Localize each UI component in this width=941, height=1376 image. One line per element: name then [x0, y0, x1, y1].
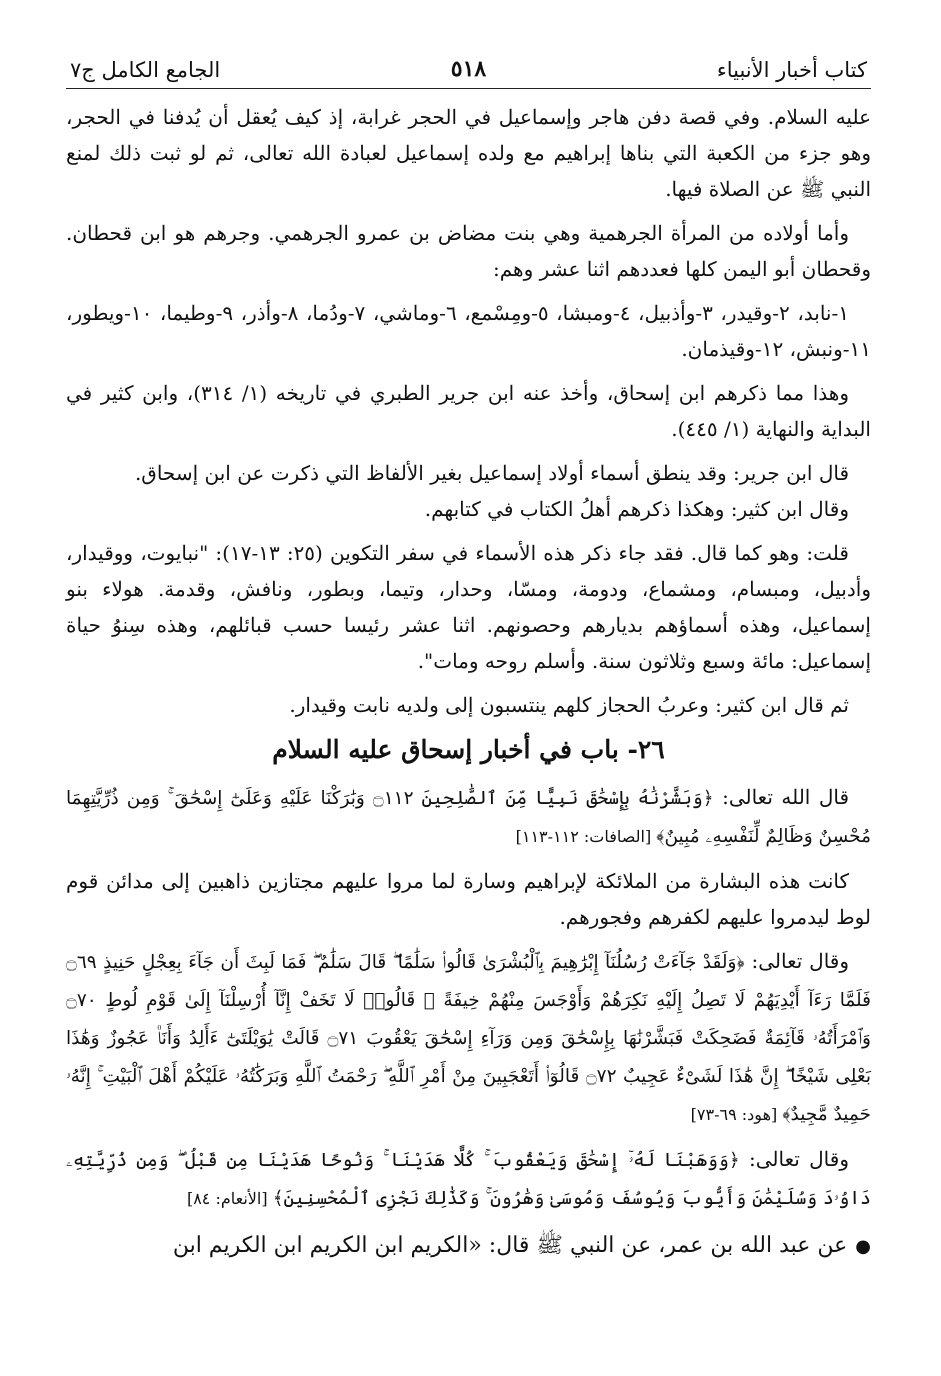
bullet-icon: ●	[855, 1236, 871, 1257]
page-number: ٥١٨	[450, 56, 487, 82]
quran-text: ﴿وَلَقَدْ جَآءَتْ رُسُلُنَآ إِبْرَٰهِيمَ بِٱلْبُشْرَىٰ قَالُوا۟ سَلَٰمًا ۖ قَالَ سَلَٰمٌ ۖ فَمَا لَبِثَ أَن جَآءَ بِعِجْلٍ حَنِيذٍ ۝٦٩ فَلَمَّا رَءَآ أَيْدِيَهُمْ لَا تَصِلُ إِلَيْهِ نَكِرَهُمْ وَأَوْجَسَ مِنْهُمْ خِيفَةً ۚ قَالُوا۟ لَا تَخَفْ إِنَّآ أُرْسِلْنَآ إِلَىٰ قَوْمِ لُوطٍ ۝٧٠ وَٱمْرَأَتُهُۥ قَآئِمَةٌ فَضَحِكَتْ فَبَشَّرْنَٰهَا بِإِسْحَٰقَ وَمِن وَرَآءِ إِسْحَٰقَ يَعْقُوبَ ۝٧١ قَالَتْ يَٰوَيْلَتَىٰٓ ءَأَلِدُ وَأَنَا۠ عَجُوزٌ وَهَٰذَا بَعْلِى شَيْخًا ۖ إِنَّ هَٰذَا لَشَىْءٌ عَجِيبٌ ۝٧٢ قَالُوٓا۟ أَتَعْجَبِينَ مِنْ أَمْرِ ٱللَّهِ ۖ رَحْمَتُ ٱللَّهِ وَبَرَكَٰتُهُۥ عَلَيْكُمْ أَهْلَ ٱلْبَيْتِ ۚ إِنَّهُۥ حَمِيدٌ مَّجِيدٌ﴾	[66, 952, 871, 1125]
verse-reference: [الصافات: ١١٢-١١٣]	[515, 827, 657, 846]
paragraph-8: ثم قال ابن كثير: وعربُ الحجاز كلهم ينتسبون إلى ولديه نابت وقيدار.	[289, 693, 849, 717]
verse-block-1	[66, 779, 871, 855]
section-heading: ٢٦- باب في أخبار إسحاق عليه السلام	[272, 735, 665, 764]
volume-title: الجامع الكامل ج٧	[70, 58, 221, 82]
verse-reference: [هود: ٦٩-٧٣]	[690, 1105, 783, 1124]
page-content	[66, 89, 871, 1266]
verse-intro: قال الله تعالى:	[713, 785, 850, 809]
page-header	[66, 56, 871, 89]
paragraph-1: عليه السلام. وفي قصة دفن هاجر وإسماعيل في الحجر غرابة، إذ كيف يُعقل أن يُدفنا في الحجر، وهو جزء من الكعبة التي بناها إبراهيم مع ولده إسماعيل لعبادة الله تعالى، ثم لو ثبت ذلك لمنع النبي ﷺ عن الصلاة فيها.	[66, 105, 871, 201]
verse-intro: وقال تعالى:	[744, 949, 850, 973]
hadith-line	[66, 1227, 871, 1266]
paragraph-7: قلت: وهو كما قال. فقد جاء ذكر هذه الأسماء في سفر التكوين (٢٥: ١٣-١٧): "نبايوت، ووقيدار، وأدبيل، ومبسام، ومشماع، ودومة، ومسّا، وحدار، وتيما، وبطور، ونافش، وقدمة. هولاء بنو إسماعيل، وهذه أسماؤهم بديارهم وحصونهم. اثنا عشر رئيسا حسب قبائلهم، وهذه سِنوُ حياة إسماعيل: مائة وسبع وثلاثون سنة. وأسلم روحه ومات".	[66, 541, 871, 673]
paragraph-names-list: ١-نابد، ٢-وقيدر، ٣-وأذبيل، ٤-ومبشا، ٥-ومِسْمع، ٦-وماشي، ٧-ودُما، ٨-وأذر، ٩-وطيما، ١٠-ويطور، ١١-ونبش، ١٢-وقيذمان.	[66, 301, 871, 361]
hadith-text: عن عبد الله بن عمر، عن النبي ﷺ قال: «الكريم ابن الكريم ابن الكريم ابن	[172, 1233, 848, 1258]
verse-block-3	[66, 1141, 871, 1217]
quran-text: ﴿وَوَهَبْنَا لَهُۥٓ إِسْحَٰقَ وَيَعْقُوبَ ۚ كُلًّا هَدَيْنَا ۚ وَنُوحًا هَدَيْنَا مِن قَبْلُ ۖ وَمِن ذُرِّيَّتِهِۦ دَاوُۥدَ وَسُلَيْمَٰنَ وَأَيُّوبَ وَيُوسُفَ وَمُوسَىٰ وَهَٰرُونَ ۚ وَكَذَٰلِكَ نَجْزِى ٱلْمُحْسِنِينَ﴾	[66, 1150, 871, 1209]
paragraph-5: قال ابن جرير: وقد ينطق أسماء أولاد إسماعيل بغير الألفاظ التي ذكرت عن ابن إسحاق.	[134, 461, 849, 485]
paragraph-2: وأما أولاده من المرأة الجرهمية وهي بنت مضاض بن عمرو الجرهمي. وجرهم هو ابن قحطان. وقحطان أبو اليمن كلها فعددهم اثنا عشر وهم:	[66, 221, 871, 281]
verse-intro: وقال تعالى:	[739, 1147, 849, 1171]
quran-text: ﴿وَبَشَّرْنَٰهُ بِإِسْحَٰقَ نَبِيًّا مِّنَ ٱلصَّٰلِحِينَ ۝١١٢ وَبَٰرَكْنَا عَلَيْهِ وَعَلَىٰٓ إِسْحَٰقَ ۚ وَمِن ذُرِّيَّتِهِمَا مُحْسِنٌ وَظَالِمٌ لِّنَفْسِهِۦ مُبِينٌ﴾	[66, 788, 871, 847]
paragraph-6: وقال ابن كثير: وهكذا ذكرهم أهلُ الكتاب في كتابهم.	[424, 497, 849, 521]
verse-reference: [الأنعام: ٨٤]	[186, 1189, 273, 1208]
book-title: كتاب أخبار الأنبياء	[716, 58, 867, 82]
paragraph-4: وهذا مما ذكرهم ابن إسحاق، وأخذ عنه ابن جرير الطبري في تاريخه (١/ ٣١٤)، وابن كثير في البداية والنهاية (١/ ٤٤٥).	[66, 381, 871, 441]
verse-block-2	[66, 943, 871, 1133]
middle-paragraph: كانت هذه البشارة من الملائكة لإبراهيم وسارة لما مروا عليهم مجتازين ذاهبين إلى مدائن قوم لوط ليدمروا عليهم لكفرهم وفجورهم.	[66, 869, 871, 929]
